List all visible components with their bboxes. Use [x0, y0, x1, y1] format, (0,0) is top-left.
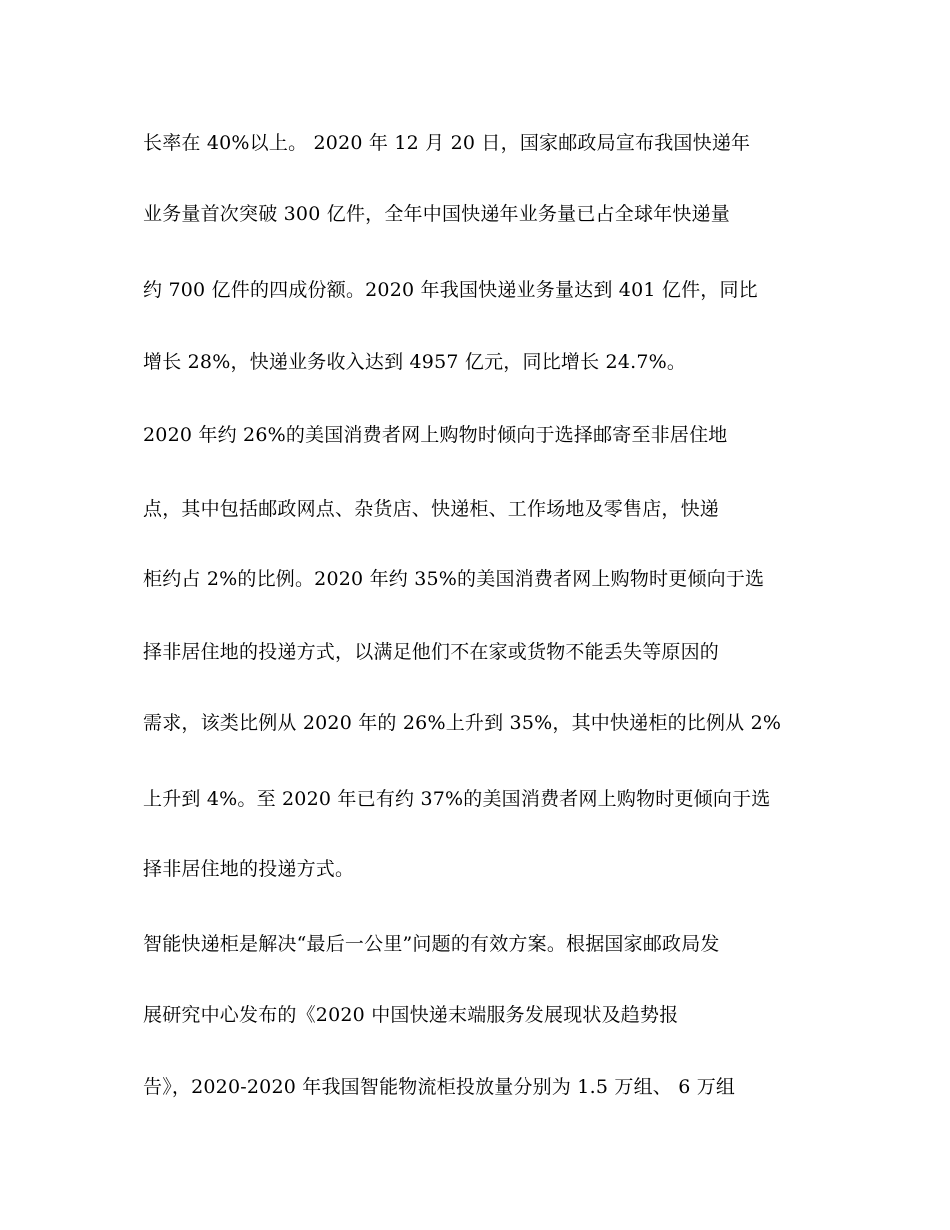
text-line: 约 700 亿件的四成份额。2020 年我国快递业务量达到 401 亿件，同比: [143, 279, 758, 301]
text-line: 展研究中心发布的《2020 中国快递末端服务发展现状及趋势报: [143, 1004, 679, 1026]
text-line: 业务量首次突破 300 亿件，全年中国快递年业务量已占全球年快递量: [143, 203, 730, 225]
text-line: 点，其中包括邮政网点、杂货店、快递柜、工作场地及零售店，快递: [143, 498, 720, 520]
text-line: 长率在 40%以上。 2020 年 12 月 20 日，国家邮政局宣布我国快递年: [143, 132, 751, 154]
text-line: 择非居住地的投递方式，以满足他们不在家或货物不能丢失等原因的: [143, 641, 720, 663]
text-line: 柜约占 2%的比例。2020 年约 35%的美国消费者网上购物时更倾向于选: [143, 568, 765, 590]
text-line: 增长 28%，快递业务收入达到 4957 亿元，同比增长 24.7%。: [143, 351, 687, 373]
text-line: 上升到 4%。至 2020 年已有约 37%的美国消费者网上购物时更倾向于选: [143, 788, 771, 810]
text-line: 2020 年约 26%的美国消费者网上购物时倾向于选择邮寄至非居住地: [143, 424, 728, 446]
text-line: 择非居住地的投递方式。: [143, 858, 355, 880]
text-line: 需求，该类比例从 2020 年的 26%上升到 35%，其中快递柜的比例从 2%: [143, 712, 782, 734]
text-line: 智能快递柜是解决“最后一公里”问题的有效方案。根据国家邮政局发: [143, 933, 720, 955]
text-line: 告》，2020-2020 年我国智能物流柜投放量分别为 1.5 万组、 6 万组: [143, 1076, 736, 1098]
